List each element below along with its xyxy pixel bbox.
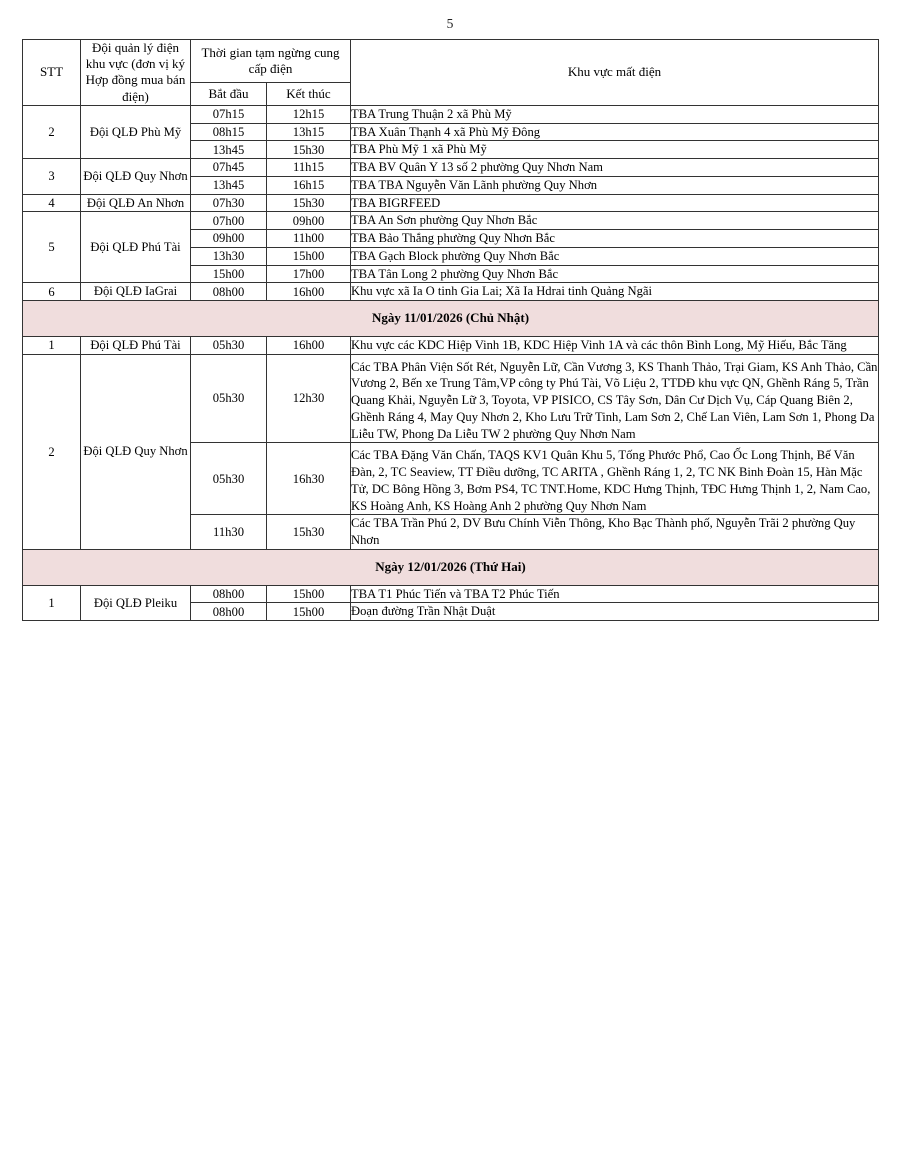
management-team-cell: Đội QLĐ Pleiku xyxy=(81,585,191,620)
start-time-cell: 08h00 xyxy=(191,283,267,301)
row-index-cell: 6 xyxy=(23,283,81,301)
end-time-cell: 15h30 xyxy=(267,194,351,212)
header-start: Bắt đầu xyxy=(191,83,267,106)
affected-area-cell: TBA Tân Long 2 phường Quy Nhơn Bắc xyxy=(351,265,879,283)
start-time-cell: 07h30 xyxy=(191,194,267,212)
affected-area-cell: Các TBA Phân Viện Sốt Rét, Nguyễn Lữ, Cần Vương 3, KS Thanh Thảo, Trại Giam, KS Anh Thảo, Cần Vương 2, Bến xe Trung Tâm,VP công ty Phú Tài, Võ Liệu 2, TTDĐ khu vực QN, Ghềnh Ráng 5, Trần Quang Khải, Nguyễn Lữ 3, Toyota, VP PISICO, CS Tây Sơn, Dân Cư Dịch Vụ, Cáp Quang Biên 2, Ghềnh Ráng 4, May Quy Nhơn 2, Kho Lưu Trữ Tinh, Lam Sơn 2, Chế Lan Viên, Lam Sơn 1, Phong Da Liễu TW, Phong Da Liễu TW 2 phường Quy Nhơn Nam xyxy=(351,354,879,443)
affected-area-cell: TBA Phù Mỹ 1 xã Phù Mỹ xyxy=(351,141,879,159)
management-team-cell: Đội QLĐ Phú Tài xyxy=(81,336,191,354)
management-team-cell: Đội QLĐ An Nhơn xyxy=(81,194,191,212)
start-time-cell: 05h30 xyxy=(191,354,267,443)
start-time-cell: 07h45 xyxy=(191,159,267,177)
end-time-cell: 09h00 xyxy=(267,212,351,230)
end-time-cell: 15h00 xyxy=(267,247,351,265)
end-time-cell: 16h30 xyxy=(267,443,351,515)
row-index-cell: 1 xyxy=(23,585,81,620)
outage-table-container xyxy=(0,39,900,622)
date-separator-row xyxy=(23,301,879,337)
table-row xyxy=(23,212,879,230)
row-index-cell: 4 xyxy=(23,194,81,212)
end-time-cell: 16h00 xyxy=(267,283,351,301)
header-time-group: Thời gian tạm ngừng cung cấp điện xyxy=(191,39,351,83)
affected-area-cell: TBA Trung Thuận 2 xã Phù Mỹ xyxy=(351,106,879,124)
end-time-cell: 15h00 xyxy=(267,603,351,621)
outage-schedule-table xyxy=(22,39,879,622)
start-time-cell: 08h15 xyxy=(191,123,267,141)
row-index-cell: 5 xyxy=(23,212,81,283)
table-row xyxy=(23,585,879,603)
table-row xyxy=(23,336,879,354)
date-separator-row xyxy=(23,549,879,585)
header-stt: STT xyxy=(23,39,81,106)
row-index-cell: 3 xyxy=(23,159,81,194)
end-time-cell: 15h00 xyxy=(267,585,351,603)
affected-area-cell: TBA An Sơn phường Quy Nhơn Bắc xyxy=(351,212,879,230)
affected-area-cell: TBA Bảo Thắng phường Quy Nhơn Bắc xyxy=(351,230,879,248)
table-row xyxy=(23,194,879,212)
start-time-cell: 05h30 xyxy=(191,336,267,354)
management-team-cell: Đội QLĐ Quy Nhơn xyxy=(81,159,191,194)
affected-area-cell: TBA BV Quân Y 13 số 2 phường Quy Nhơn Nam xyxy=(351,159,879,177)
affected-area-cell: TBA Xuân Thạnh 4 xã Phù Mỹ Đông xyxy=(351,123,879,141)
affected-area-cell: Các TBA Đặng Văn Chấn, TAQS KV1 Quân Khu 5, Tống Phước Phổ, Cao Ốc Long Thịnh, Bế Văn Đàn, 2, TC Seaview, TT Điều dưỡng, TC ARITA , Ghềnh Ráng 1, 2, TC NK Binh Đoàn 15, Hàn Mặc Tử, DC Bông Hồng 3, Bơm PS4, TC TNT.Home, KDC Hưng Thịnh, TĐC Hưng Thịnh 1, 2, Nam Cao, KS Hoàng Anh, KS Hoàng Anh 2 phường Quy Nhơn Nam xyxy=(351,443,879,515)
start-time-cell: 08h00 xyxy=(191,603,267,621)
start-time-cell: 11h30 xyxy=(191,515,267,549)
start-time-cell: 07h00 xyxy=(191,212,267,230)
table-row xyxy=(23,159,879,177)
management-team-cell: Đội QLĐ Quy Nhơn xyxy=(81,354,191,549)
start-time-cell: 13h45 xyxy=(191,141,267,159)
affected-area-cell: TBA BIGRFEED xyxy=(351,194,879,212)
table-row xyxy=(23,283,879,301)
date-separator-label: Ngày 11/01/2026 (Chủ Nhật) xyxy=(23,301,879,337)
affected-area-cell: Khu vực các KDC Hiệp Vinh 1B, KDC Hiệp Vinh 1A và các thôn Bình Long, Mỹ Hiếu, Bắc Tăng xyxy=(351,336,879,354)
end-time-cell: 15h30 xyxy=(267,515,351,549)
row-index-cell: 2 xyxy=(23,106,81,159)
header-area: Khu vực mất điện xyxy=(351,39,879,106)
affected-area-cell: TBA T1 Phúc Tiến và TBA T2 Phúc Tiến xyxy=(351,585,879,603)
start-time-cell: 07h15 xyxy=(191,106,267,124)
end-time-cell: 11h15 xyxy=(267,159,351,177)
end-time-cell: 11h00 xyxy=(267,230,351,248)
end-time-cell: 12h15 xyxy=(267,106,351,124)
end-time-cell: 16h15 xyxy=(267,176,351,194)
row-index-cell: 2 xyxy=(23,354,81,549)
table-body xyxy=(23,106,879,621)
end-time-cell: 12h30 xyxy=(267,354,351,443)
affected-area-cell: Đoạn đường Trần Nhật Duật xyxy=(351,603,879,621)
end-time-cell: 16h00 xyxy=(267,336,351,354)
header-end: Kết thúc xyxy=(267,83,351,106)
start-time-cell: 13h45 xyxy=(191,176,267,194)
start-time-cell: 15h00 xyxy=(191,265,267,283)
page-number: 5 xyxy=(446,16,454,31)
start-time-cell: 05h30 xyxy=(191,443,267,515)
date-separator-label: Ngày 12/01/2026 (Thứ Hai) xyxy=(23,549,879,585)
end-time-cell: 15h30 xyxy=(267,141,351,159)
management-team-cell: Đội QLĐ IaGrai xyxy=(81,283,191,301)
start-time-cell: 13h30 xyxy=(191,247,267,265)
end-time-cell: 17h00 xyxy=(267,265,351,283)
table-row xyxy=(23,106,879,124)
start-time-cell: 08h00 xyxy=(191,585,267,603)
affected-area-cell: Khu vực xã Ia O tinh Gia Lai; Xã Ia Hdrai tinh Quảng Ngãi xyxy=(351,283,879,301)
table-row xyxy=(23,354,879,443)
header-team: Đội quản lý điện khu vực (đơn vị ký Hợp đồng mua bán điện) xyxy=(81,39,191,106)
affected-area-cell: Các TBA Trần Phú 2, DV Bưu Chính Viễn Thông, Kho Bạc Thành phố, Nguyễn Trãi 2 phường Quy Nhơn xyxy=(351,515,879,549)
affected-area-cell: TBA Gạch Block phường Quy Nhơn Bắc xyxy=(351,247,879,265)
start-time-cell: 09h00 xyxy=(191,230,267,248)
row-index-cell: 1 xyxy=(23,336,81,354)
affected-area-cell: TBA TBA Nguyễn Văn Lãnh phường Quy Nhơn xyxy=(351,176,879,194)
management-team-cell: Đội QLĐ Phù Mỹ xyxy=(81,106,191,159)
management-team-cell: Đội QLĐ Phú Tài xyxy=(81,212,191,283)
table-header xyxy=(23,39,879,106)
header-row-1 xyxy=(23,39,879,83)
end-time-cell: 13h15 xyxy=(267,123,351,141)
